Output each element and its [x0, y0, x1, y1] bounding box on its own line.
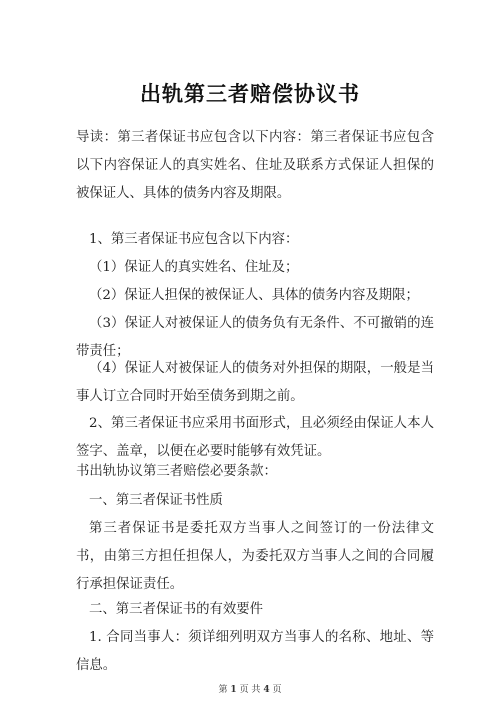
- subheading-1: 一、第三者保证书性质: [89, 493, 223, 508]
- section-item-2: 2、第三者保证书应采用书面形式，且必须经由保证人本人签字、盖章，以便在必要时能够有效凭证。: [76, 416, 434, 459]
- list-item: （2）保证人担保的被保证人、具体的债务内容及期限；: [89, 288, 419, 303]
- nature-paragraph: 第三者保证书是委托双方当事人之间签订的一份法律文书，由第三方担任担保人，为委托双方当事人之间的合同履行承担保证责任。: [76, 521, 434, 592]
- page-middle: 页 共: [239, 685, 261, 695]
- subheading-2: 二、第三者保证书的有效要件: [89, 602, 264, 617]
- page-current: 1: [230, 685, 237, 695]
- intro-paragraph: 导读：第三者保证书应包含以下内容：第三者保证书应包含以下内容保证人的真实姓名、住址及联系方式保证人担保的被保证人、具体的债务内容及期限。: [76, 130, 434, 201]
- page-prefix: 第: [218, 685, 228, 695]
- clause-heading: 书出轨协议第三者赔偿必要条款：: [76, 464, 277, 479]
- page-suffix: 页: [272, 685, 282, 695]
- page-total: 4: [263, 685, 270, 695]
- list-item: （3）保证人对被保证人的债务负有无条件、不可撤销的连带责任；: [76, 316, 434, 359]
- document-title: 出轨第三者赔偿协议书: [140, 81, 360, 106]
- list-item: （1）保证人的真实姓名、住址及；: [89, 260, 299, 275]
- list-item: （4）保证人对被保证人的债务对外担保的期限，一般是当事人订立合同时开始至债务到期之前。: [76, 361, 434, 404]
- section-item-1: 1、第三者保证书应包含以下内容：: [89, 232, 299, 247]
- requirement-item-1: 1. 合同当事人：须详细列明双方当事人的名称、地址、等信息。: [76, 630, 434, 673]
- page-footer: [0, 682, 500, 695]
